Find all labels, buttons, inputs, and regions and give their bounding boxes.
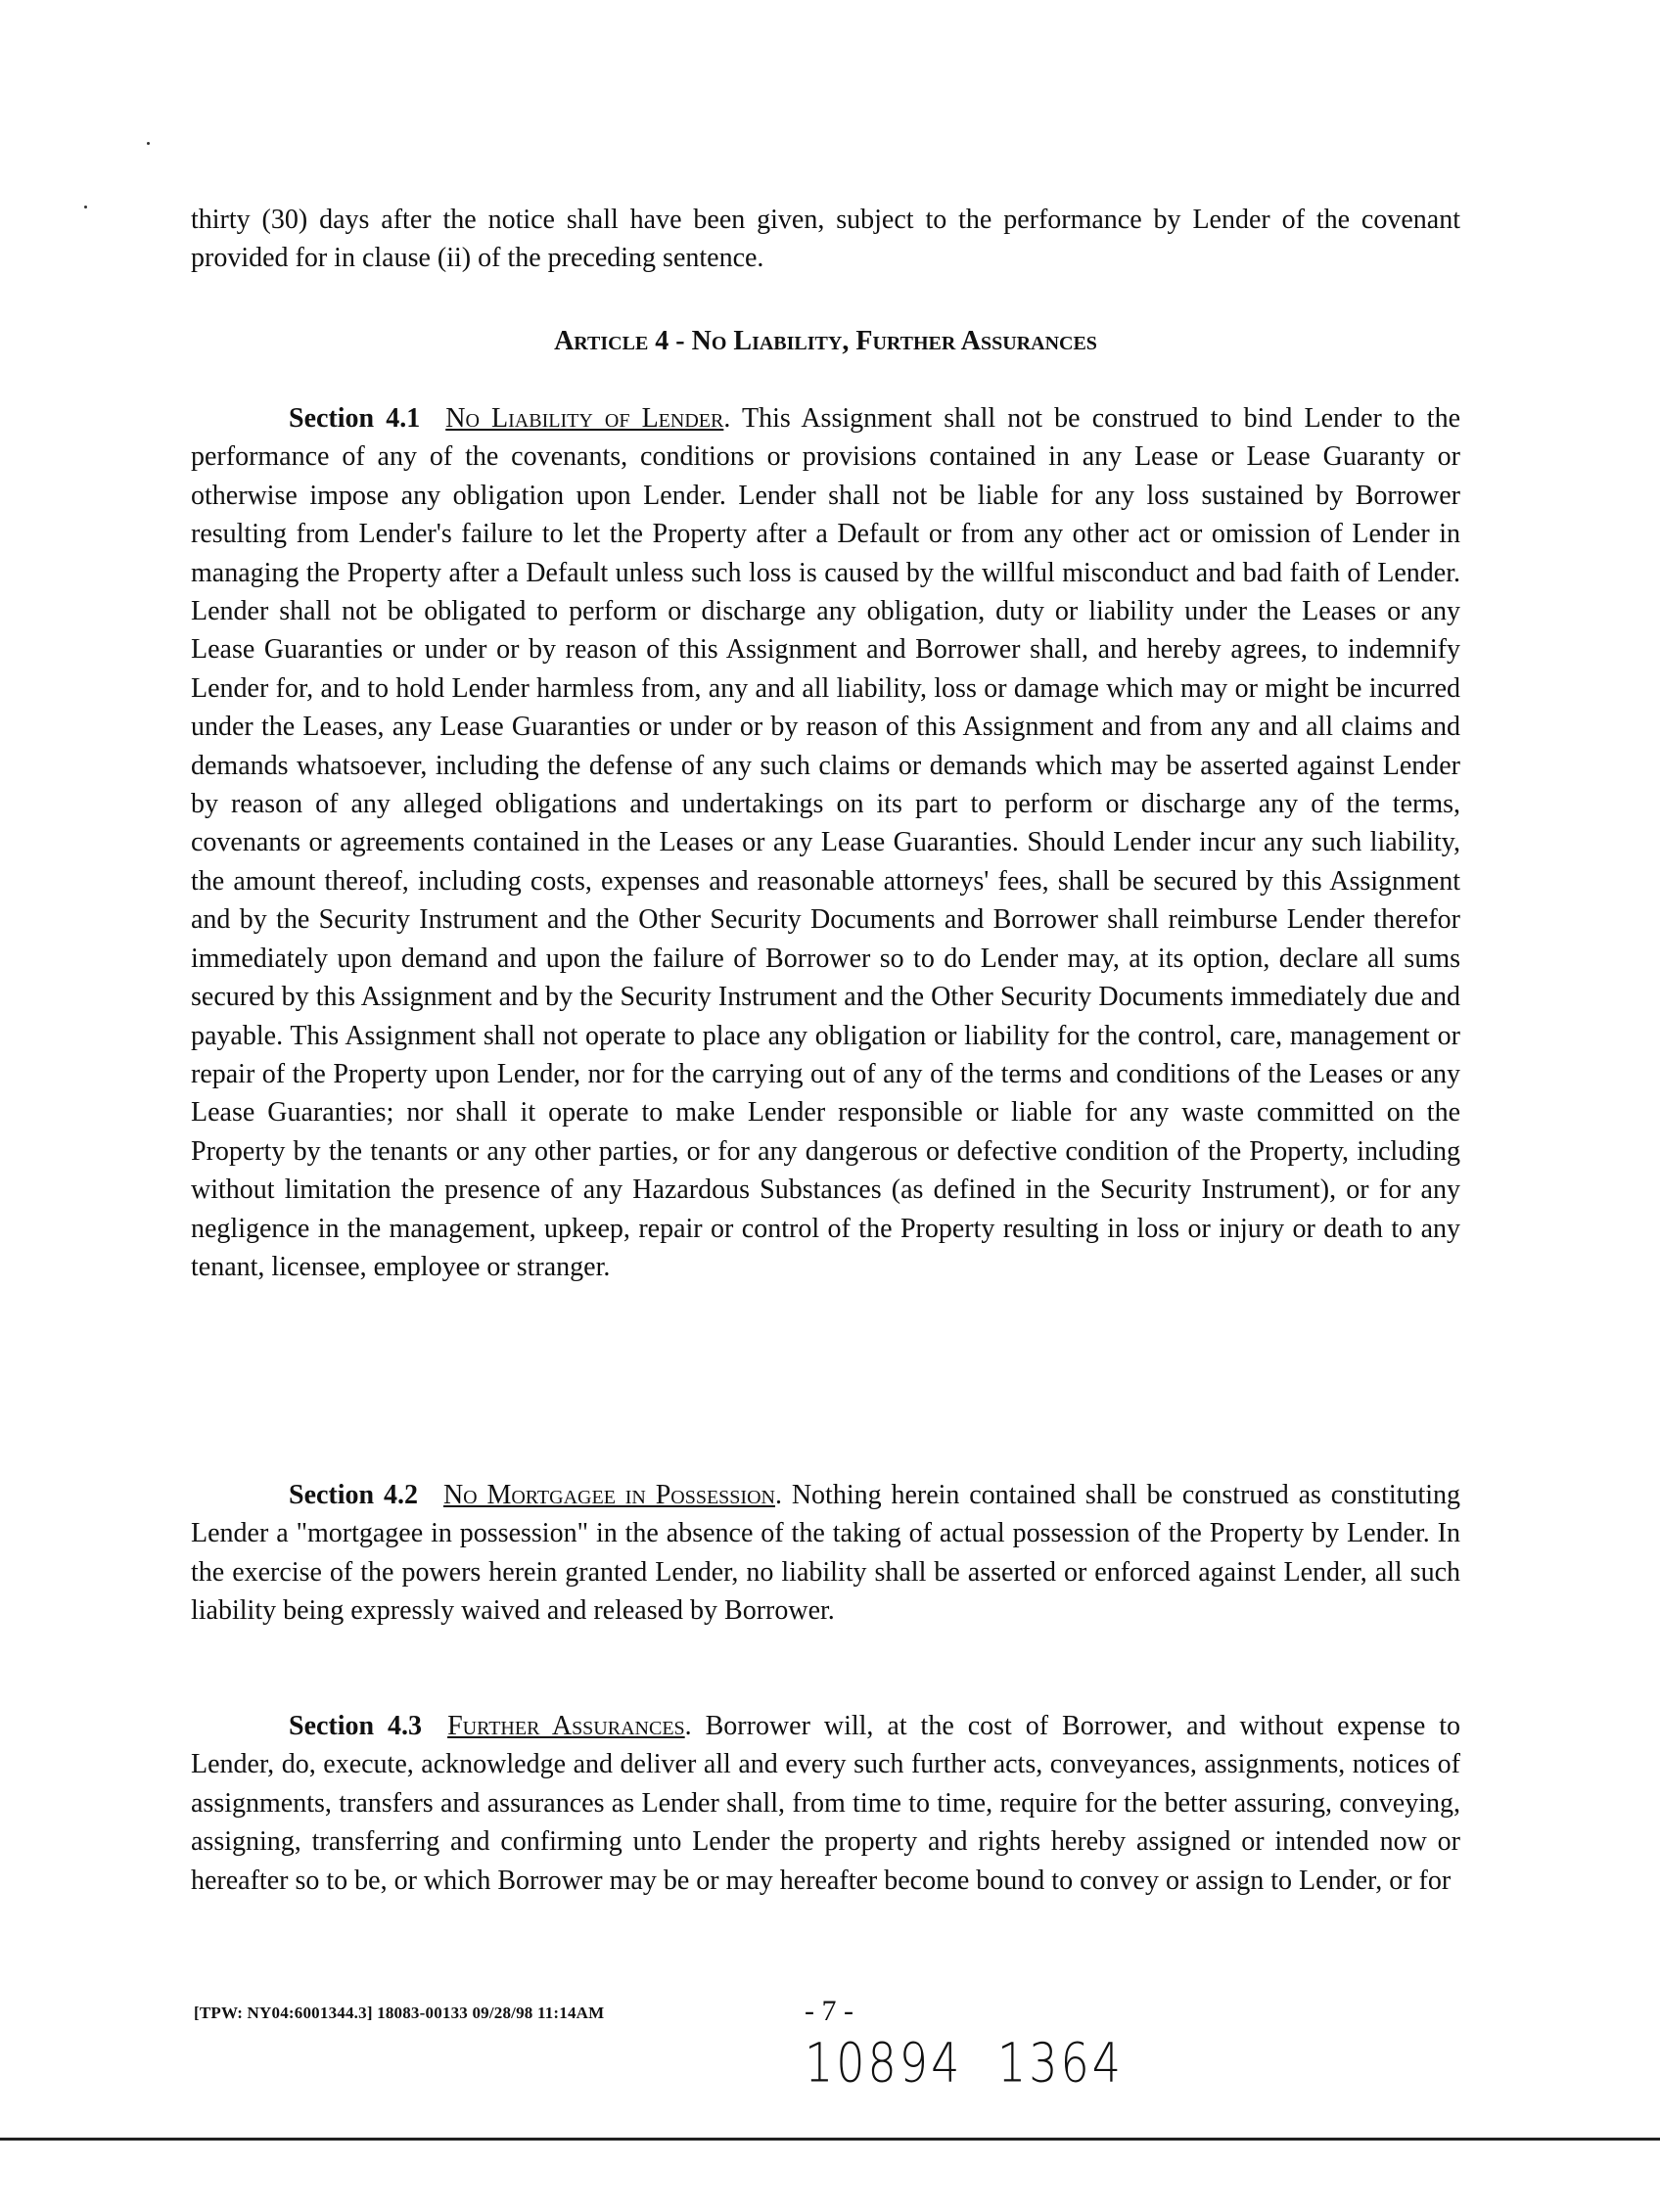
section-label: Section 4.1 (289, 403, 421, 434)
section-4-1-paragraph (191, 399, 1460, 1286)
recording-stamp-page: 1364 (997, 2031, 1125, 2095)
section-body: . Borrower will, at the cost of Borrower, and without expense to Lender, do, execute, acknowledge and deliver all and every such further acts, conveyances, assignments, notices of assignments, transfers and assurances as Lender shall, from time to time, require for the better assuring, conveying, assigning, transferring and confirming unto Lender the property and rights hereby assigned or intended now or hereafter so to be, or which Borrower may be or may hereafter become bound to convey or assign to Lender, or for (191, 1711, 1460, 1896)
article-separator: - (669, 326, 692, 356)
section-4-2-paragraph (191, 1476, 1460, 1631)
page-number: - 7 - (805, 1995, 853, 2027)
section-title: Further Assurances (447, 1711, 685, 1741)
section-4-3-paragraph (191, 1707, 1460, 1900)
recording-stamp-book: 10894 (805, 2031, 963, 2095)
article-heading (191, 324, 1460, 359)
section-title: No Mortgagee in Possession (442, 1480, 775, 1510)
article-label: Article 4 (554, 326, 669, 356)
section-label: Section 4.3 (289, 1711, 423, 1741)
article-title-part2: , Further Assurances (842, 326, 1097, 356)
section-label: Section 4.2 (289, 1480, 418, 1510)
article-title-part1: No Liability (691, 326, 843, 356)
section-body: . Nothing herein contained shall be construed as constituting Lender a "mortgagee in possession" in the absence of the taking of actual possession of the Property by Lender. In the exercise of the powers herein granted Lender, no liability shall be asserted or enforced against Lender, all such liability being expressly waived and released by Borrower. (191, 1480, 1461, 1627)
section-title: No Liability of Lender (445, 403, 724, 434)
intro-paragraph: thirty (30) days after the notice shall have been given, subject to the performance by Lender of the covenant provided for in clause (ii) of the preceding sentence. (191, 205, 1460, 274)
footer-document-reference: [TPW: NY04:6001344.3] 18083-00133 09/28/98 11:14AM (194, 2004, 605, 2022)
section-body: . This Assignment shall not be construed to bind Lender to the performance of any of the covenants, conditions or provisions contained in any Lease or Lease Guaranty or otherwise impose any obligation upon Lender. Lender shall not be liable for any loss sustained by Borrower resulting from Lender's failure to let the Property after a Default or from any other act or omission of Lender in managing the Property after a Default unless such loss is caused by the willful misconduct and bad faith of Lender. Lender shall not be obligated to perform or discharge any obligation, duty or liability under the Leases or any Lease Guaranties or under or by reason of this Assignment and Borrower shall, and hereby agrees, to indemnify Lender for, and to hold Lender harmless from, any and all liability, loss or damage which may or might be incurred under the Leases, any Lease Guaranties or under or by reason of this Assignment and from any and all claims and demands whatsoever, including the defense of any such claims or demands which may be asserted against Lender by reason of any alleged obligations and undertakings on its part to perform or discharge any of the terms, covenants or agreements contained in the Leases or any Lease Guaranties. Should Lender incur any such liability, the amount thereof, including costs, expenses and reasonable attorneys' fees, shall be secured by this Assignment and by the Security Instrument and the Other Security Documents and Borrower shall reimburse Lender therefor immediately upon demand and upon the failure of Borrower so to do Lender may, at its option, declare all sums secured by this Assignment and by the Security Instrument and the Other Security Documents immediately due and payable. This Assignment shall not operate to place any obligation or liability for the control, care, management or repair of the Property upon Lender, nor for the carrying out of any of the terms and conditions of the Leases or any Lease Guaranties; nor shall it operate to make Lender responsible or liable for any waste committed on the Property by the tenants or any other parties, or for any dangerous or defective condition of the Property, including without limitation the presence of any Hazardous Substances (as defined in the Security Instrument), or for any negligence in the management, upkeep, repair or control of the Property resulting in loss or injury or death to any tenant, licensee, employee or stranger. (191, 403, 1461, 1282)
scan-speck (147, 142, 150, 145)
scan-speck (84, 206, 87, 208)
bottom-rule-divider (0, 2138, 1660, 2141)
